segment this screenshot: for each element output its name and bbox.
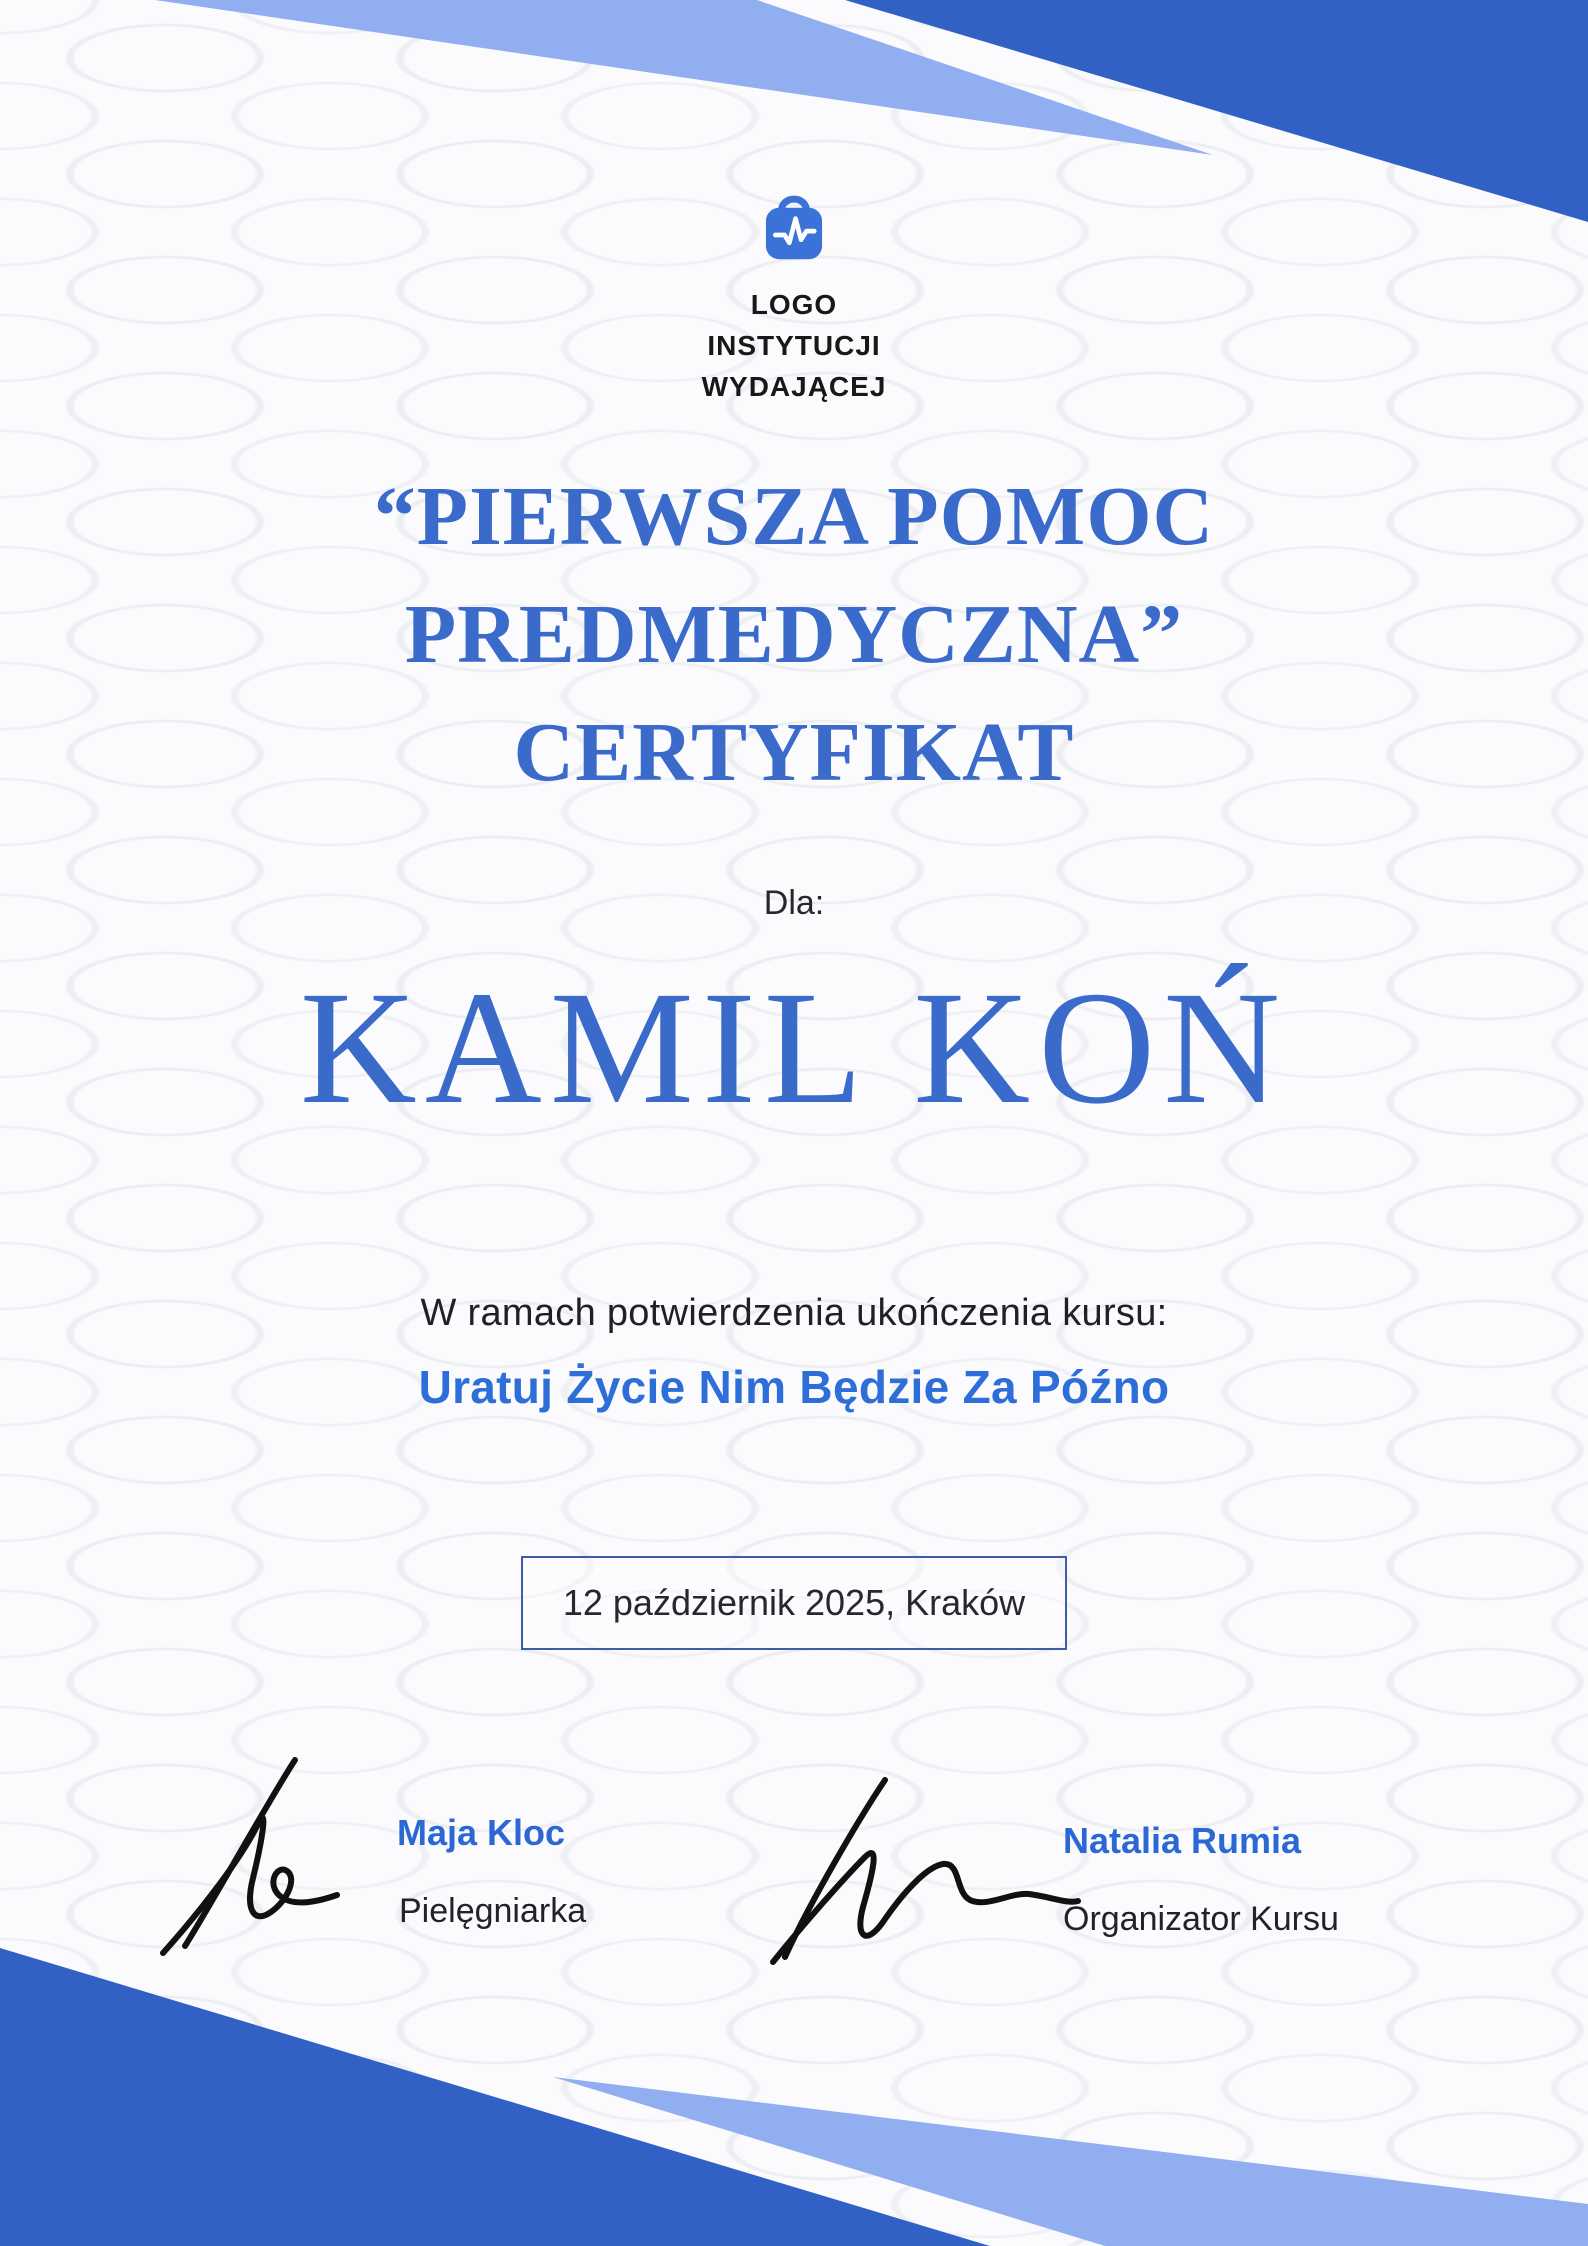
- recipient-label: Dla:: [763, 884, 825, 922]
- signer-name: Natalia Rumia: [1063, 1820, 1302, 1861]
- course-confirmation-text: W ramach potwierdzenia ukończenia kursu:: [420, 1292, 1168, 1334]
- logo-caption-line: LOGO: [750, 289, 838, 320]
- certificate-title-line-2: PREDMEDYCZNA”: [404, 588, 1184, 681]
- date-location-box: 12 październik 2025, Kraków: [521, 1556, 1067, 1650]
- issuer-logo-caption: [0, 284, 1588, 407]
- first-aid-bag-pulse-icon: [755, 190, 833, 266]
- certificate-title-line-3: CERTYFIKAT: [513, 706, 1075, 799]
- logo-caption-line: WYDAJĄCEJ: [701, 371, 887, 402]
- recipient-name: KAMIL KOŃ: [299, 959, 1289, 1138]
- course-name: Uratuj Życie Nim Będzie Za Późno: [418, 1361, 1170, 1413]
- certificate-title: [0, 458, 1588, 812]
- signer-role: Pielęgniarka: [399, 1892, 587, 1930]
- certificate-title-line-1: “PIERWSZA POMOC: [373, 470, 1215, 563]
- issuer-logo: [0, 190, 1588, 271]
- signature-handwriting-left: [145, 1748, 395, 1963]
- signer-name: Maja Kloc: [397, 1812, 566, 1853]
- date-location-wrap: [0, 1556, 1588, 1650]
- logo-caption-line: INSTYTUCJI: [707, 330, 881, 361]
- signer-role: Organizator Kursu: [1063, 1900, 1339, 1938]
- signature-handwriting-right: [765, 1772, 1085, 1972]
